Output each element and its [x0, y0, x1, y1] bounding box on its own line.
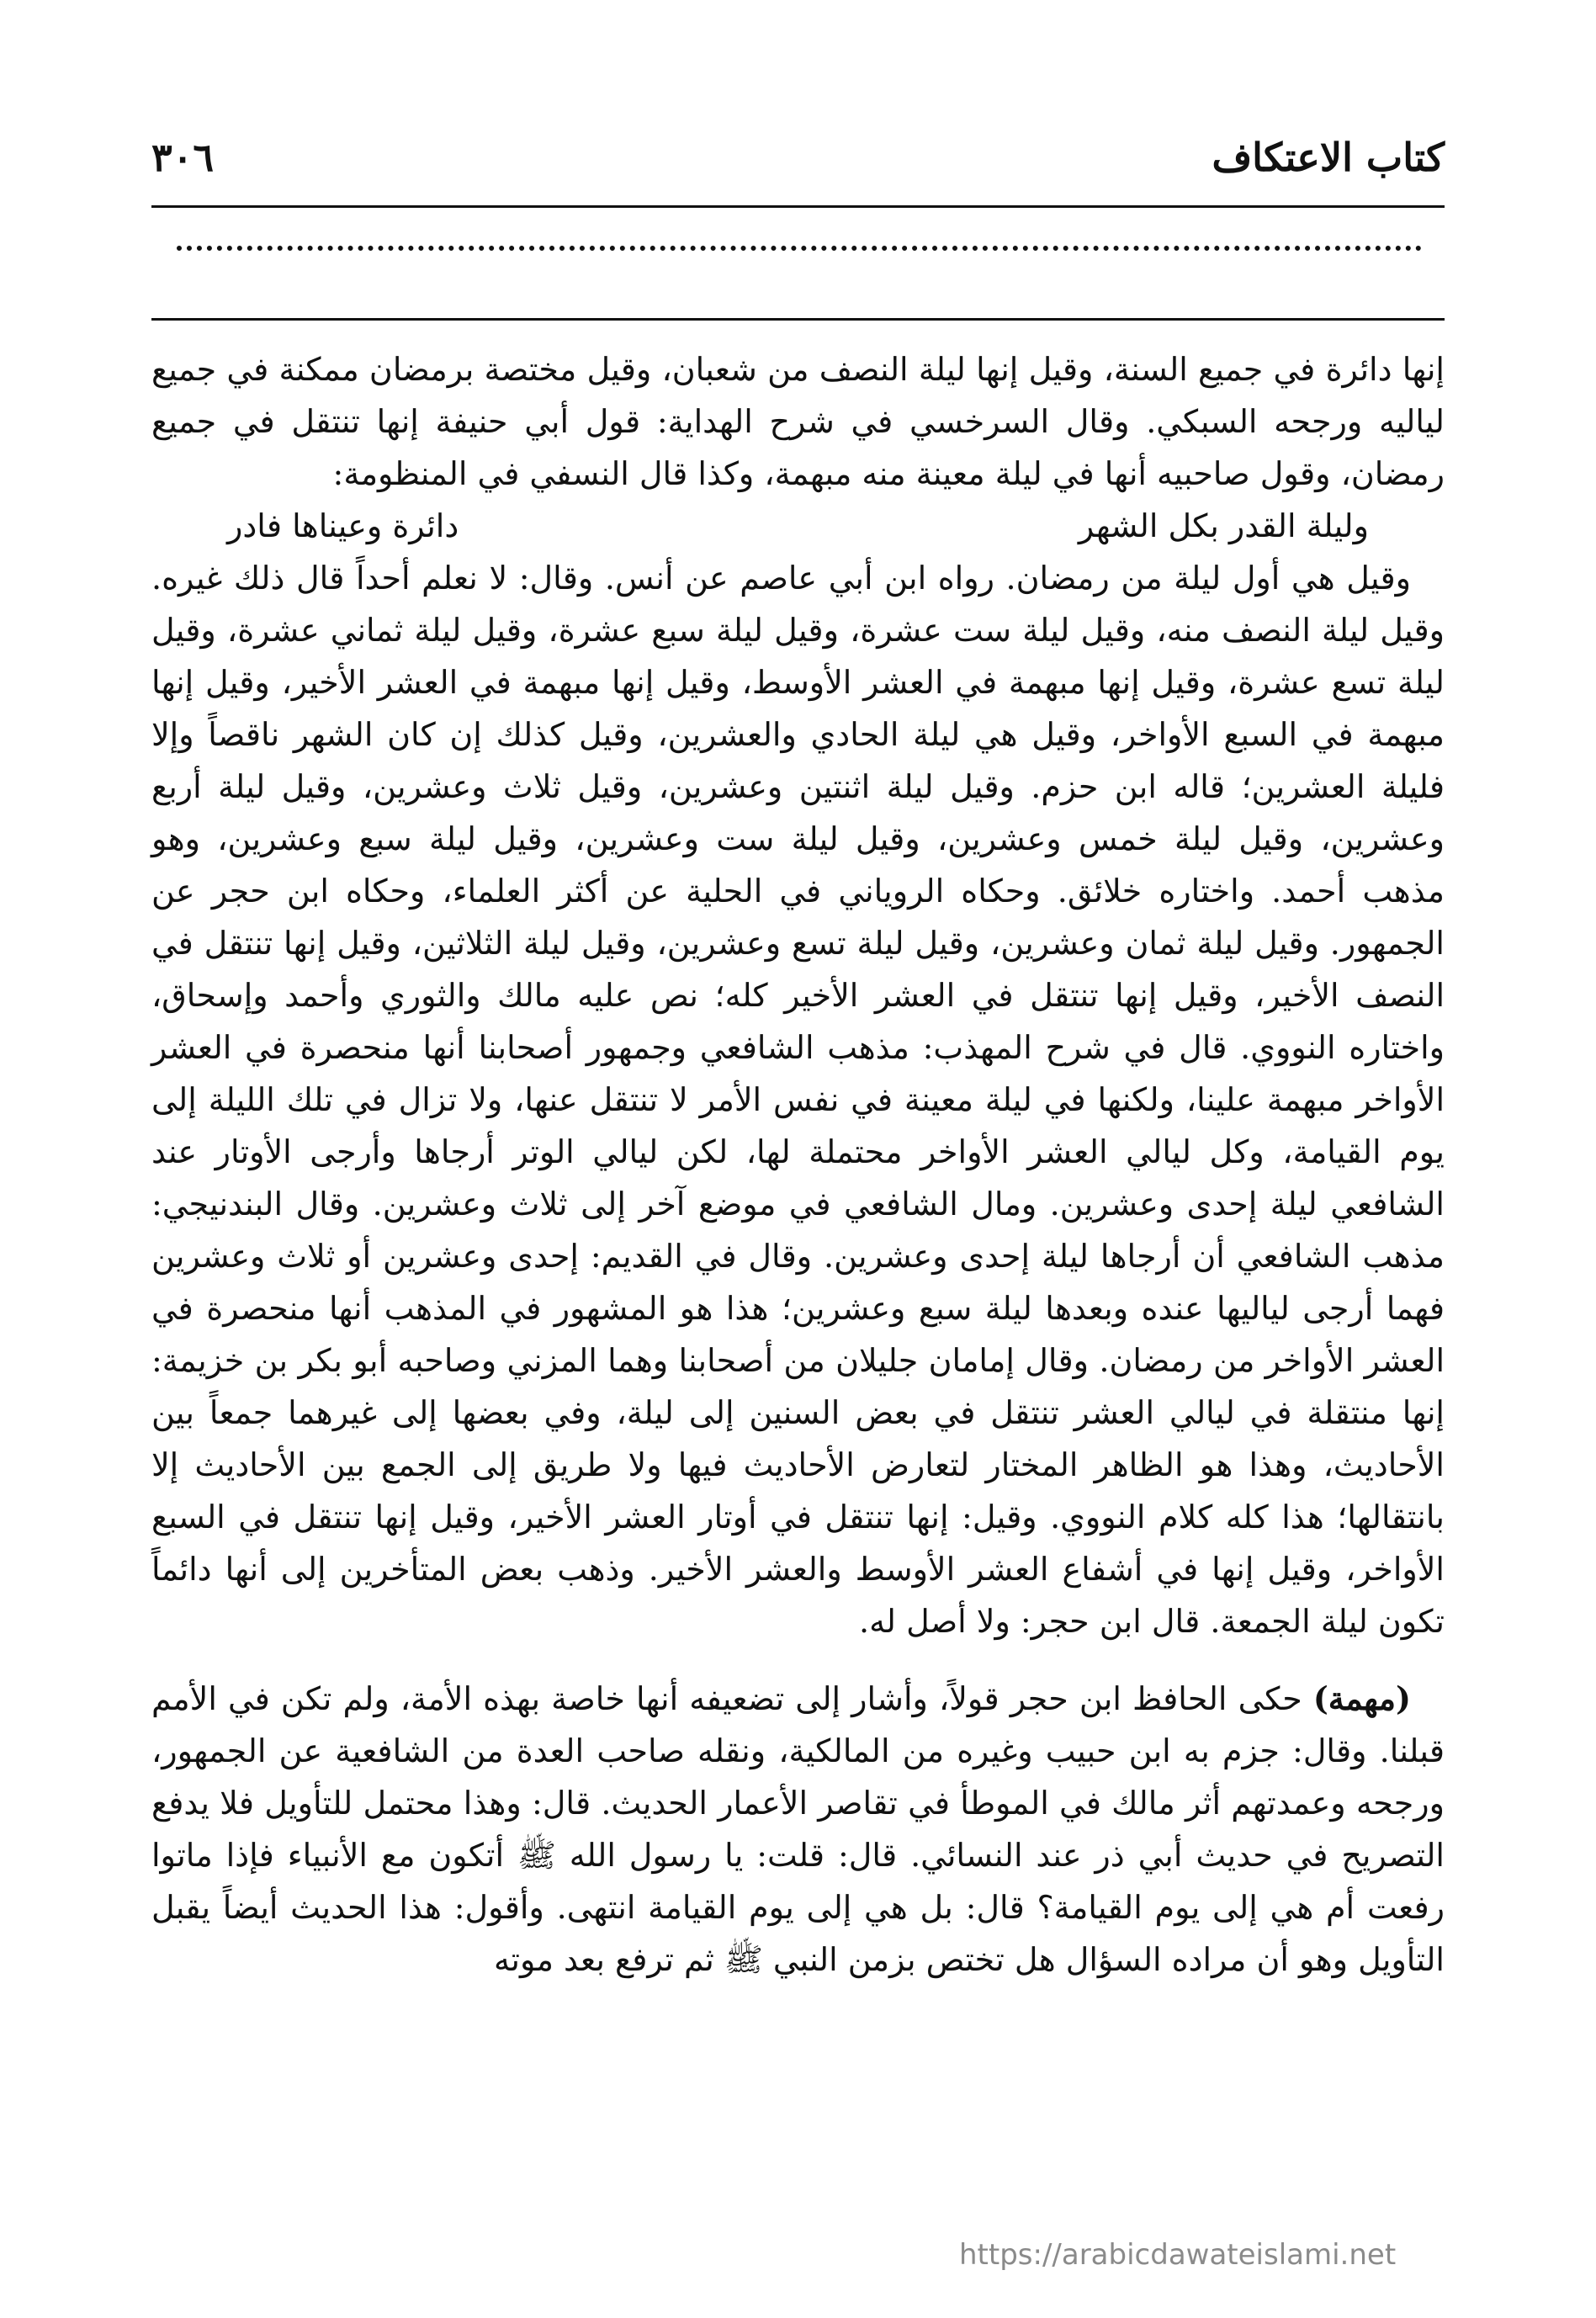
body-text — [151, 343, 1445, 1986]
verse-first-hemistich: وليلة القدر بكل الشهر — [1078, 507, 1369, 544]
paragraph-gap — [151, 1647, 1445, 1673]
dotted-separator — [177, 246, 1422, 251]
chapter-title: كتاب الاعتكاف — [1212, 135, 1445, 180]
paragraph-3-text: حكى الحافظ ابن حجر قولاً، وأشار إلى تضعيفه أنها خاصة بهذه الأمة، ولم تكن في الأمم قبلنا. وقال: جزم به ابن حبيب وغيره من المالكية، ونقله صاحب العدة من الشافعية عن الجمهور، ورجحه وعمدتهم أثر مالك في الموطأ في تقاصر الأعمار الحديث. قال: وهذا محتمل للتأويل فلا يدفع التصريح في حديث أبي ذر عند النسائي. قال: قلت: يا رسول الله ﷺ أتكون مع الأنبياء فإذا ماتوا رفعت أم هي إلى يوم القيامة؟ قال: بل هي إلى يوم القيامة انتهى. وأقول: هذا الحديث أيضاً يقبل التأويل وهو أن مراده السؤال هل تختص بزمن النبي ﷺ ثم ترفع بعد موته — [151, 1680, 1445, 1978]
note-label: (مهمة) — [1312, 1679, 1411, 1717]
page-number: ٣٠٦ — [151, 135, 215, 180]
header-rule — [151, 205, 1445, 208]
watermark: https://arabicdawateislami.net — [959, 2238, 1397, 2272]
paragraph-3 — [151, 1673, 1445, 1986]
body-rule — [151, 318, 1445, 321]
paragraph-2: وقيل هي أول ليلة من رمضان. رواه ابن أبي عاصم عن أنس. وقال: لا نعلم أحداً قال ذلك غيره. وقيل ليلة النصف منه، وقيل ليلة ست عشرة، وقيل ليلة سبع عشرة، وقيل ليلة ثماني عشرة، وقيل ليلة تسع عشرة، وقيل إنها مبهمة في العشر الأوسط، وقيل إنها مبهمة في العشر الأخير، وقيل إنها مبهمة في السبع الأواخر، وقيل هي ليلة الحادي والعشرين، وقيل كذلك إن كان الشهر ناقصاً وإلا فليلة العشرين؛ قاله ابن حزم. وقيل ليلة اثنتين وعشرين، وقيل ثلاث وعشرين، وقيل ليلة أربع وعشرين، وقيل ليلة خمس وعشرين، وقيل ليلة ست وعشرين، وقيل ليلة سبع وعشرين، وهو مذهب أحمد. واختاره خلائق. وحكاه الروياني في الحلية عن أكثر العلماء، وحكاه ابن حجر عن الجمهور. وقيل ليلة ثمان وعشرين، وقيل ليلة تسع وعشرين، وقيل ليلة الثلاثين، وقيل إنها تنتقل في النصف الأخير، وقيل إنها تنتقل في العشر الأخير كله؛ نص عليه مالك والثوري وأحمد وإسحاق، واختاره النووي. قال في شرح المهذب: مذهب الشافعي وجمهور أصحابنا أنها منحصرة في العشر الأواخر مبهمة علينا، ولكنها في ليلة معينة في نفس الأمر لا تنتقل عنها، ولا تزال في تلك الليلة إلى يوم القيامة، وكل ليالي العشر الأواخر محتملة لها، لكن ليالي الوتر أرجاها وأرجى الأوتار عند الشافعي ليلة إحدى وعشرين. ومال الشافعي في موضع آخر إلى ثلاث وعشرين. وقال البندنيجي: مذهب الشافعي أن أرجاها ليلة إحدى وعشرين. وقال في القديم: إحدى وعشرين أو ثلاث وعشرين فهما أرجى لياليها عنده وبعدها ليلة سبع وعشرين؛ هذا هو المشهور في المذهب أنها منحصرة في العشر الأواخر من رمضان. وقال إمامان جليلان من أصحابنا وهما المزني وصاحبه أبو بكر بن خزيمة: إنها منتقلة في ليالي العشر تنتقل في بعض السنين إلى ليلة، وفي بعضها إلى غيرهما جمعاً بين الأحاديث، وهذا هو الظاهر المختار لتعارض الأحاديث فيها ولا طريق إلى الجمع بين الأحاديث إلا بانتقالها؛ هذا كله كلام النووي. وقيل: إنها تنتقل في أوتار العشر الأخير، وقيل إنها تنتقل في السبع الأواخر، وقيل إنها في أشفاع العشر الأوسط والعشر الأخير. وذهب بعض المتأخرين إلى أنها دائماً تكون ليلة الجمعة. قال ابن حجر: ولا أصل له. — [151, 560, 1445, 1640]
paragraph-1: إنها دائرة في جميع السنة، وقيل إنها ليلة النصف من شعبان، وقيل مختصة برمضان ممكنة في جميع لياليه ورجحه السبكي. وقال السرخسي في شرح الهداية: قول أبي حنيفة إنها تنتقل في جميع رمضان، وقول صاحبيه أنها في ليلة معينة منه مبهمة، وكذا قال النسفي في المنظومة: — [151, 351, 1445, 492]
verse-line — [151, 500, 1445, 552]
page-header — [151, 135, 1445, 202]
verse-second-hemistich: دائرة وعيناها فادر — [227, 507, 459, 544]
